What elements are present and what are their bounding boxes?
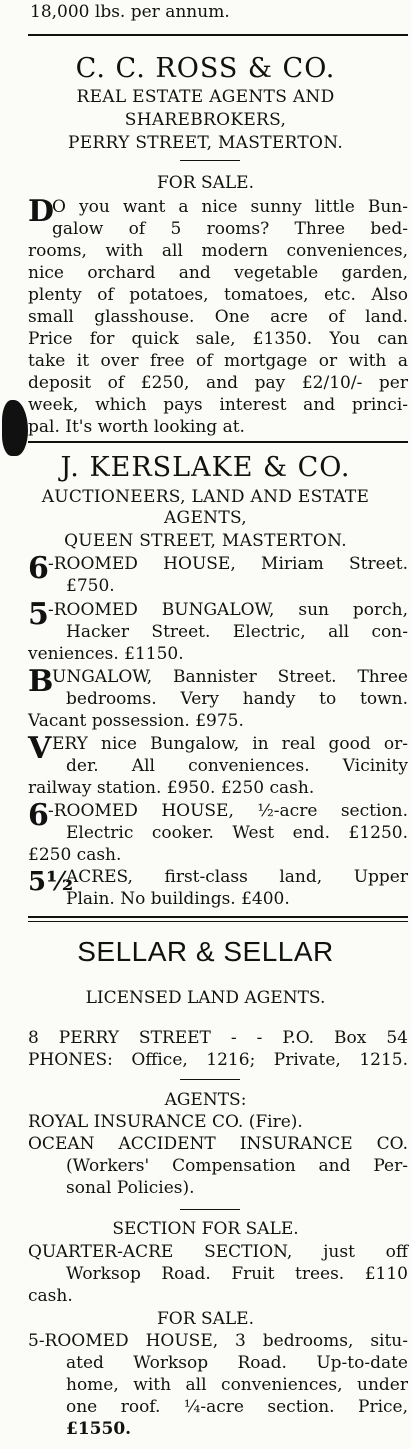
ross-line-6: small glasshouse. One acre of land. [28,307,408,327]
kerslake-item2-line2: Hacker Street. Electric, all con- [66,622,408,642]
kerslake-subtitle-2: AGENTS, [163,508,248,528]
ross-subtitle-2: SHAREBROKERS, [124,110,287,130]
divider [28,921,408,922]
ross-address: PERRY STREET, MASTERTON. [67,133,344,153]
kerslake-item3-line2: bedrooms. Very handy to town. [66,689,408,709]
short-divider [180,1079,240,1080]
ross-line-7: Price for quick sale, £1350. You can [28,329,408,349]
sellar-for-sale-heading: FOR SALE. [157,1309,254,1329]
ross-line-8: take it over free of mortgage or with a [28,351,408,371]
kerslake-item2-line3: veniences. £1150. [28,644,184,664]
sellar-agent-2-note-2: sonal Policies). [66,1178,195,1198]
kerslake-item1-drop: 6 [28,551,49,586]
ross-subtitle-1: REAL ESTATE AGENTS AND [76,87,335,107]
ink-blot [2,400,28,456]
sellar-house-line-2: ated Worksop Road. Up-to-date [66,1353,408,1373]
ross-for-sale-heading: FOR SALE. [157,173,254,193]
ross-line-1: O you want a nice sunny little Bun- [52,197,408,217]
divider [28,34,408,36]
kerslake-item1-line2: £750. [66,576,115,596]
kerslake-item4-drop: V [28,731,52,766]
short-divider [180,1209,240,1210]
ross-line-9: deposit of £250, and pay £2/10/- per [28,373,408,393]
ross-line-11: pal. It's worth looking at. [28,417,245,437]
ross-drop-cap: D [28,194,55,229]
ross-company-name: C. C. ROSS & CO. [75,53,336,84]
kerslake-address: QUEEN STREET, MASTERTON. [64,531,347,551]
kerslake-company-name: J. KERSLAKE & CO. [60,452,351,483]
previous-ad-tail: 18,000 lbs. per annum. [30,2,230,22]
sellar-house-line-5: £1550. [66,1419,132,1439]
sellar-house-line-1: 5-ROOMED HOUSE, 3 bedrooms, situ- [28,1331,408,1351]
kerslake-item6-line1: ACRES, first-class land, Upper [66,867,408,887]
kerslake-item2-line1: -ROOMED BUNGALOW, sun porch, [48,600,408,620]
sellar-agents-heading: AGENTS: [164,1090,247,1110]
ross-line-3: rooms, with all modern conveniences, [28,241,408,261]
sellar-section-heading: SECTION FOR SALE. [112,1219,299,1239]
kerslake-item1-line1: -ROOMED HOUSE, Miriam Street. [48,554,408,574]
divider [28,916,408,918]
kerslake-subtitle-1: AUCTIONEERS, LAND AND ESTATE [41,487,370,507]
kerslake-item4-line1: ERY nice Bungalow, in real good or- [52,734,408,754]
kerslake-item6-line2: Plain. No buildings. £400. [66,889,290,909]
sellar-section-line-1: QUARTER-ACRE SECTION, just off [28,1242,408,1262]
sellar-section-line-2: Worksop Road. Fruit trees. £110 [66,1264,408,1284]
kerslake-item4-line3: railway station. £950. £250 cash. [28,778,315,798]
sellar-phones: PHONES: Office, 1216; Private, 1215. [28,1050,408,1070]
sellar-house-line-3: home, with all conveniences, under [66,1375,408,1395]
ross-line-5: plenty of potatoes, tomatoes, etc. Also [28,285,408,305]
sellar-house-line-4: one roof. ¼-acre section. Price, [66,1397,408,1417]
kerslake-item6-drop: 5½ [28,867,74,897]
sellar-address: 8 PERRY STREET - - P.O. Box 54 [28,1028,408,1048]
short-divider [180,160,240,161]
sellar-agent-2: OCEAN ACCIDENT INSURANCE CO. [28,1134,408,1154]
sellar-section-line-3: cash. [28,1286,73,1306]
kerslake-item3-drop: B [28,664,54,699]
kerslake-item4-line2: der. All conveniences. Vicinity [66,756,408,776]
kerslake-item5-line3: £250 cash. [28,845,122,865]
sellar-agent-1: ROYAL INSURANCE CO. (Fire). [28,1112,303,1132]
ross-line-2: galow of 5 rooms? Three bed- [52,219,408,239]
sellar-agent-2-note-1: (Workers' Compensation and Per- [66,1156,408,1176]
divider [28,441,408,443]
sellar-company-name: SELLAR & SELLAR [77,936,334,967]
kerslake-item5-line1: -ROOMED HOUSE, ½-acre section. [48,801,408,821]
kerslake-item3-line3: Vacant possession. £975. [28,711,244,731]
kerslake-item2-drop: 5 [28,597,49,632]
ross-line-4: nice orchard and vegetable garden, [28,263,408,283]
ross-line-10: week, which pays interest and princi- [28,395,408,415]
sellar-licensed: LICENSED LAND AGENTS. [85,988,326,1008]
kerslake-item3-line1: UNGALOW, Bannister Street. Three [52,667,408,687]
kerslake-item5-drop: 6 [28,798,49,833]
kerslake-item5-line2: Electric cooker. West end. £1250. [66,823,408,843]
